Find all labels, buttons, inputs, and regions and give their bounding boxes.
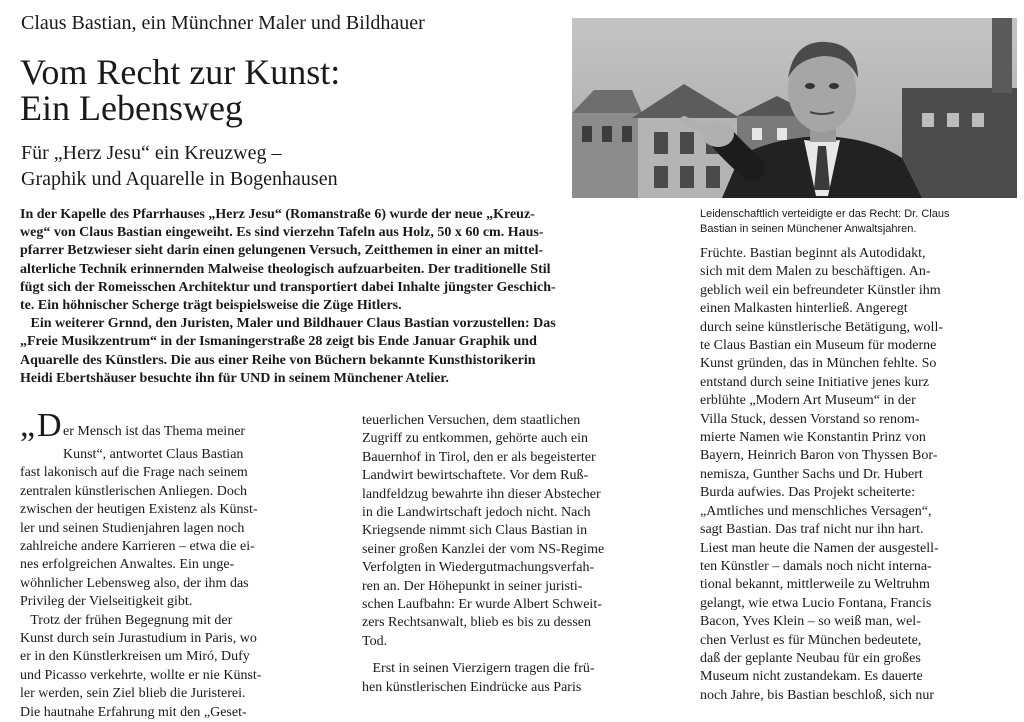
body-line: geblich weil ein befreundeter Künstler ihm xyxy=(700,282,941,298)
subheadline-line: Für „Herz Jesu“ ein Kreuzweg – xyxy=(21,142,282,164)
body-line: mierte Namen wie Konstantin Prinz von xyxy=(700,430,926,446)
caption-line: Leidenschaftlich verteidigte er das Recht: Dr. Claus xyxy=(700,208,950,220)
body-line: seiner großen Kanzlei der vom NS-Regime xyxy=(362,541,605,557)
body-line: Burda aufwies. Das Projekt scheiterte: xyxy=(700,485,915,501)
subheadline-line: Graphik und Aquarelle in Bogenhausen xyxy=(21,168,338,190)
body-line: tional bekannt, mittlerweile zu Weltruhm xyxy=(700,577,930,593)
body-line: schen Laufbahn: Er wurde Albert Schweit- xyxy=(362,597,602,613)
body-line: „Amtliches und menschliches Versagen“, xyxy=(700,503,932,519)
body-line: fast lakonisch auf die Frage nach seinem xyxy=(20,465,248,481)
body-line: daß der geplante Neubau für ein großes xyxy=(700,650,921,666)
drop-cap-line xyxy=(20,407,261,446)
drop-cap-letter: D xyxy=(37,407,62,444)
body-column-3 xyxy=(700,245,943,705)
body-line: Trotz der frühen Begegnung mit der xyxy=(20,612,233,628)
body-line: Kunst gründen, das in München fehlte. So xyxy=(700,356,937,372)
lead-line: fügt sich der Romeisschen Architektur und transportiert dabei Inhalte jüngster Geschich- xyxy=(20,279,556,295)
body-line: chen Verlust es für München bedeutete, xyxy=(700,632,922,648)
body-column-1 xyxy=(20,407,262,722)
body-line: Früchte. Bastian beginnt als Autodidakt, xyxy=(700,246,926,261)
body-line: landfeldzug bewahrte ihn dieser Abstecher xyxy=(362,486,601,502)
body-line: noch Jahre, bis Bastian beschloß, sich nur xyxy=(700,687,935,703)
body-line: erblühte „Modern Art Museum“ in der xyxy=(700,393,916,409)
body-line: wöhnlicher Lebensweg also, der ihm das xyxy=(20,575,249,591)
subheadline xyxy=(21,140,338,192)
body-line: Bayern, Heinrich Baron von Thyssen Bor- xyxy=(700,448,938,464)
lead-line: weg“ von Claus Bastian eingeweiht. Es sind vierzehn Tafeln aus Holz, 50 x 60 cm. Haus- xyxy=(20,225,544,241)
lead-line: Aquarelle des Künstlers. Die aus einer Reihe von Büchern bekannte Kunsthistorikerin xyxy=(20,352,536,368)
body-line: durch seine künstlerische Betätigung, woll- xyxy=(700,319,943,335)
drop-quote: „ xyxy=(20,407,36,444)
body-line: teuerlichen Versuchen, dem staatlichen xyxy=(362,413,581,428)
body-line: zers Rechtsanwalt, blieb es bis zu dessen xyxy=(362,615,591,631)
body-line: ler und seinen Studienjahren lagen noch xyxy=(20,520,245,536)
body-line: in die Landwirtschaft jedoch nicht. Nach xyxy=(362,505,591,521)
body-line: und Picasso verkehrte, wollte er nie Künst- xyxy=(20,667,262,683)
body-line: hen künstlerischen Eindrücke aus Paris xyxy=(362,679,582,695)
photo-caption xyxy=(700,207,949,237)
body-line: zentralen künstlerischen Anliegen. Doch xyxy=(20,483,248,499)
body-line: Kunst durch sein Jurastudium in Paris, wo xyxy=(20,631,257,647)
body-line: Bacon, Yves Klein – so weiß man, wel- xyxy=(700,614,921,630)
body-line: Museum nicht zustandekam. Es dauerte xyxy=(700,669,923,685)
lead-line: pfarrer Betzwieser sieht darin einen gelungenen Versuch, Zeitthemen in einer an mittel- xyxy=(20,243,544,259)
lead-line: „Freie Musikzentrum“ in der Ismaningerstraße 28 zeigt bis Ende Januar Graphik und xyxy=(20,334,537,350)
lead-line: In der Kapelle des Pfarrhauses „Herz Jesu“ (Romanstraße 6) wurde der neue „Kreuz- xyxy=(20,207,535,222)
body-line: Bauernhof in Tirol, den er als begeisterter xyxy=(362,449,596,465)
body-line: Tod. xyxy=(362,633,388,649)
body-line: Landwirt bewirtschaftete. Vor dem Ruß- xyxy=(362,468,589,484)
body-line: Zugriff zu entkommen, gehörte auch ein xyxy=(362,431,588,447)
body-line: nemisza, Gunther Sachs und Dr. Hubert xyxy=(700,466,923,482)
portrait-photo xyxy=(572,18,1017,198)
body-line: ler werden, sein Ziel blieb die Juristerei. xyxy=(20,686,246,702)
lead-line: alterliche Technik erinnernden Malweise theologisch aufzuarbeiten. Der traditionelle Stil xyxy=(20,261,551,277)
body-line: sich mit dem Malen zu beschäftigen. An- xyxy=(700,264,931,280)
caption-line: Bastian in seinen Münchener Anwaltsjahren. xyxy=(700,223,917,235)
body-line: entstand durch seine Initiative jenes kurz xyxy=(700,374,929,390)
kicker: Claus Bastian, ein Münchner Maler und Bildhauer xyxy=(21,12,425,34)
body-line: Liest man heute die Namen der ausgestell- xyxy=(700,540,939,556)
body-line: Kriegsende nimmt sich Claus Bastian in xyxy=(362,523,588,539)
lead-line: Ein weiterer Grnnd, den Juristen, Maler und Bildhauer Claus Bastian vorzustellen: Das xyxy=(20,316,556,332)
body-line: gelangt, wie etwa Lucio Fontana, Francis xyxy=(700,595,932,611)
body-line: Privileg der Vielseitigkeit gibt. xyxy=(20,594,193,610)
body-line: Die hautnahe Erfahrung mit den „Geset- xyxy=(20,704,247,720)
headline-line: Vom Recht zur Kunst: xyxy=(20,52,341,92)
body-line: te Claus Bastian ein Museum für moderne xyxy=(700,338,937,354)
body-line: Erst in seinen Vierzigern tragen die frü- xyxy=(362,661,595,677)
body-line: Verfolgten in Wiedergutmachungsverfah- xyxy=(362,560,595,576)
body-column-2 xyxy=(362,412,604,697)
body-line: er in den Künstlerkreisen um Miró, Dufy xyxy=(20,649,250,665)
body-line: ten Künstler – damals noch nicht interna- xyxy=(700,558,932,574)
body-line: nes erfolgreichen Anwaltes. Ein unge- xyxy=(20,557,235,573)
headline xyxy=(20,54,340,126)
body-line: er Mensch ist das Thema meiner xyxy=(63,424,246,439)
body-line: zahlreiche andere Karrieren – etwa die ei- xyxy=(20,539,255,555)
lead-paragraph xyxy=(20,206,556,388)
body-line: zwischen der heutigen Existenz als Künst- xyxy=(20,502,258,518)
body-line: Kunst“, antwortet Claus Bastian xyxy=(63,447,244,462)
body-line: Villa Stuck, dessen Vorstand so renom- xyxy=(700,411,920,427)
body-line: einen Malkasten hinterließ. Angeregt xyxy=(700,301,908,317)
lead-line: te. Ein höhnischer Scherge trägt beispielsweise die Züge Hitlers. xyxy=(20,298,402,314)
lead-line: Heidi Ebertshäuser besuchte ihn für UND in seinem Münchener Atelier. xyxy=(20,370,449,386)
body-line: sagt Bastian. Das traf nicht nur ihn hart. xyxy=(700,522,924,538)
headline-line: Ein Lebensweg xyxy=(20,88,243,128)
body-line: ren an. Der Höhepunkt in seiner juristi- xyxy=(362,578,583,594)
